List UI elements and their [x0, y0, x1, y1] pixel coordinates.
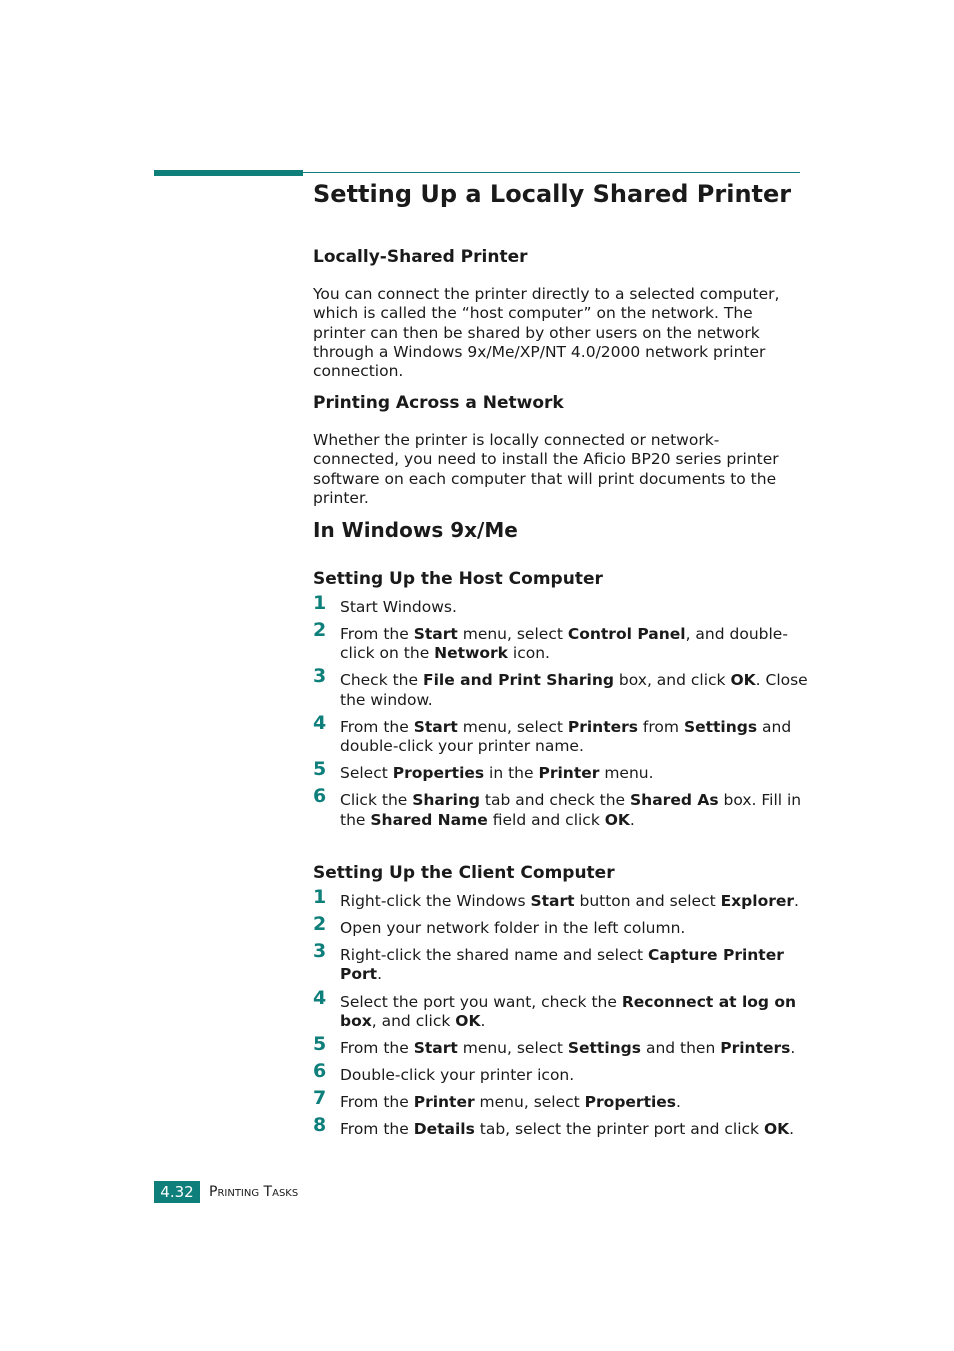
bold-term: Printer: [538, 764, 600, 783]
step-number: 6: [313, 785, 327, 808]
step-number: 2: [313, 619, 327, 642]
list-item: [313, 986, 813, 1032]
bold-term: File and Print Sharing: [422, 671, 614, 690]
step-text: [340, 1066, 574, 1084]
step-text: [340, 1120, 794, 1138]
text-run: tab and check the: [479, 791, 631, 810]
step-number: 3: [313, 940, 327, 963]
bold-term: OK: [763, 1120, 790, 1139]
text-run: .: [790, 1038, 796, 1057]
list-item: [313, 940, 813, 985]
page-title: Setting Up a Locally Shared Printer: [313, 180, 792, 208]
bold-term: Settings: [567, 1038, 642, 1057]
bold-term: Properties: [392, 764, 485, 783]
step-text: [340, 764, 654, 782]
bold-term: Start: [413, 1038, 458, 1057]
bold-term: Printer: [413, 1093, 475, 1112]
text-run: from: [638, 717, 684, 736]
bold-term: OK: [455, 1011, 481, 1030]
list-item: [313, 1032, 813, 1058]
bold-term: Start: [413, 717, 458, 736]
bold-term: OK: [604, 810, 630, 829]
step-text: [340, 919, 685, 937]
text-run: menu, select: [457, 1038, 568, 1057]
host-steps: [313, 592, 813, 838]
text-run: field and click: [487, 810, 605, 829]
bold-term: Capture Printer Port: [340, 946, 784, 984]
client-steps: [313, 886, 813, 1147]
list-item: [313, 785, 813, 830]
bold-term: Details: [413, 1120, 475, 1139]
list-item: [313, 665, 813, 710]
step-text: [340, 671, 808, 708]
text-run: Select: [340, 764, 393, 783]
client-heading: Setting Up the Client Computer: [313, 863, 615, 883]
text-run: Right-click the Windows: [340, 892, 531, 910]
across-network-body: Whether the printer is locally connected or network-connected, you need to install the Aficio BP20 series printer software on each computer that will print documents to the printer.: [313, 431, 779, 507]
across-network-heading: Printing Across a Network: [313, 393, 564, 413]
text-run: Open your network folder in the left column.: [340, 919, 686, 938]
text-run: From the: [340, 1093, 414, 1112]
locally-shared-heading: Locally-Shared Printer: [313, 247, 528, 267]
step-text: [340, 892, 799, 910]
header-rule-thin: [303, 172, 800, 173]
host-heading: Setting Up the Host Computer: [313, 569, 603, 589]
list-item: [313, 886, 813, 911]
header-rule-thick: [154, 170, 303, 176]
step-number: 1: [313, 886, 327, 908]
bold-term: Printers: [720, 1038, 791, 1057]
footer-section-title: Printing Tasks: [209, 1184, 299, 1200]
step-number: 1: [313, 592, 327, 614]
text-run: .: [377, 965, 382, 984]
text-run: and then: [641, 1038, 721, 1057]
bold-term: Shared As: [630, 791, 719, 810]
step-number: 7: [313, 1087, 327, 1110]
text-run: .: [480, 1011, 486, 1030]
step-number: 3: [313, 665, 327, 688]
text-run: and double-click your printer name.: [340, 717, 792, 756]
bold-term: Start: [413, 625, 458, 644]
text-run: box. Fill in the: [340, 791, 802, 829]
list-item: [313, 1060, 813, 1085]
text-run: From the: [340, 625, 414, 644]
list-item: [313, 758, 813, 783]
step-text: [340, 946, 784, 983]
step-text: [340, 598, 457, 616]
bold-term: Settings: [683, 717, 758, 736]
bold-term: Explorer: [720, 892, 795, 910]
text-run: Double-click your printer icon.: [340, 1066, 575, 1085]
text-run: menu, select: [474, 1093, 585, 1112]
text-run: . Close the window.: [340, 671, 808, 709]
step-number: 5: [313, 758, 327, 781]
step-text: [340, 718, 791, 755]
step-text: [340, 791, 801, 828]
text-run: .: [789, 1120, 795, 1139]
text-run: Check the: [340, 671, 423, 690]
bold-term: Network: [434, 644, 508, 663]
step-number: 4: [313, 986, 327, 1009]
text-run: Start Windows.: [340, 598, 457, 616]
bold-term: Printers: [567, 717, 638, 736]
step-number: 4: [313, 711, 327, 734]
text-run: button and select: [574, 892, 721, 910]
step-number: 2: [313, 913, 327, 936]
list-item: [313, 1114, 813, 1139]
list-item: [313, 592, 813, 617]
text-run: From the: [340, 1120, 414, 1139]
step-number: 5: [313, 1032, 327, 1055]
step-text: [340, 625, 788, 662]
text-run: icon.: [508, 644, 550, 663]
text-run: , and click: [371, 1011, 456, 1030]
step-number: 6: [313, 1060, 327, 1083]
page-number-badge: 4.32: [154, 1181, 200, 1203]
list-item: [313, 619, 813, 664]
text-run: in the: [484, 764, 539, 783]
text-run: box, and click: [614, 671, 731, 690]
bold-term: OK: [730, 671, 756, 690]
step-text: [340, 993, 796, 1030]
bold-term: Reconnect at log on box: [340, 992, 797, 1030]
text-run: menu, select: [457, 717, 568, 736]
bold-term: Properties: [584, 1093, 677, 1112]
list-item: [313, 711, 813, 757]
step-text: [340, 1039, 795, 1057]
text-run: From the: [340, 717, 414, 736]
text-run: From the: [340, 1038, 414, 1057]
list-item: [313, 1087, 813, 1112]
bold-term: Control Panel: [567, 625, 686, 644]
text-run: tab, select the printer port and click: [474, 1120, 764, 1139]
text-run: Click the: [340, 791, 413, 810]
list-item: [313, 913, 813, 938]
step-text: [340, 1093, 681, 1111]
bold-term: Shared Name: [370, 810, 488, 829]
step-number: 8: [313, 1114, 327, 1137]
text-run: .: [676, 1093, 681, 1112]
text-run: Select the port you want, check the: [340, 992, 622, 1011]
text-run: Right-click the shared name and select: [340, 946, 649, 965]
locally-shared-body: You can connect the printer directly to a selected computer, which is called the “host computer” on the network. The printer can then be shared by other users on the network through a Windows 9x/Me/XP/NT 4.0/2000 network printer connection.: [313, 285, 780, 381]
bold-term: Start: [530, 892, 575, 910]
text-run: .: [794, 892, 799, 910]
text-run: .: [629, 810, 635, 829]
text-run: menu, select: [457, 625, 568, 644]
bold-term: Sharing: [412, 791, 480, 810]
windows-heading: In Windows 9x/Me: [313, 518, 518, 542]
text-run: menu.: [599, 764, 654, 783]
text-run: , and double-click on the: [340, 625, 788, 663]
